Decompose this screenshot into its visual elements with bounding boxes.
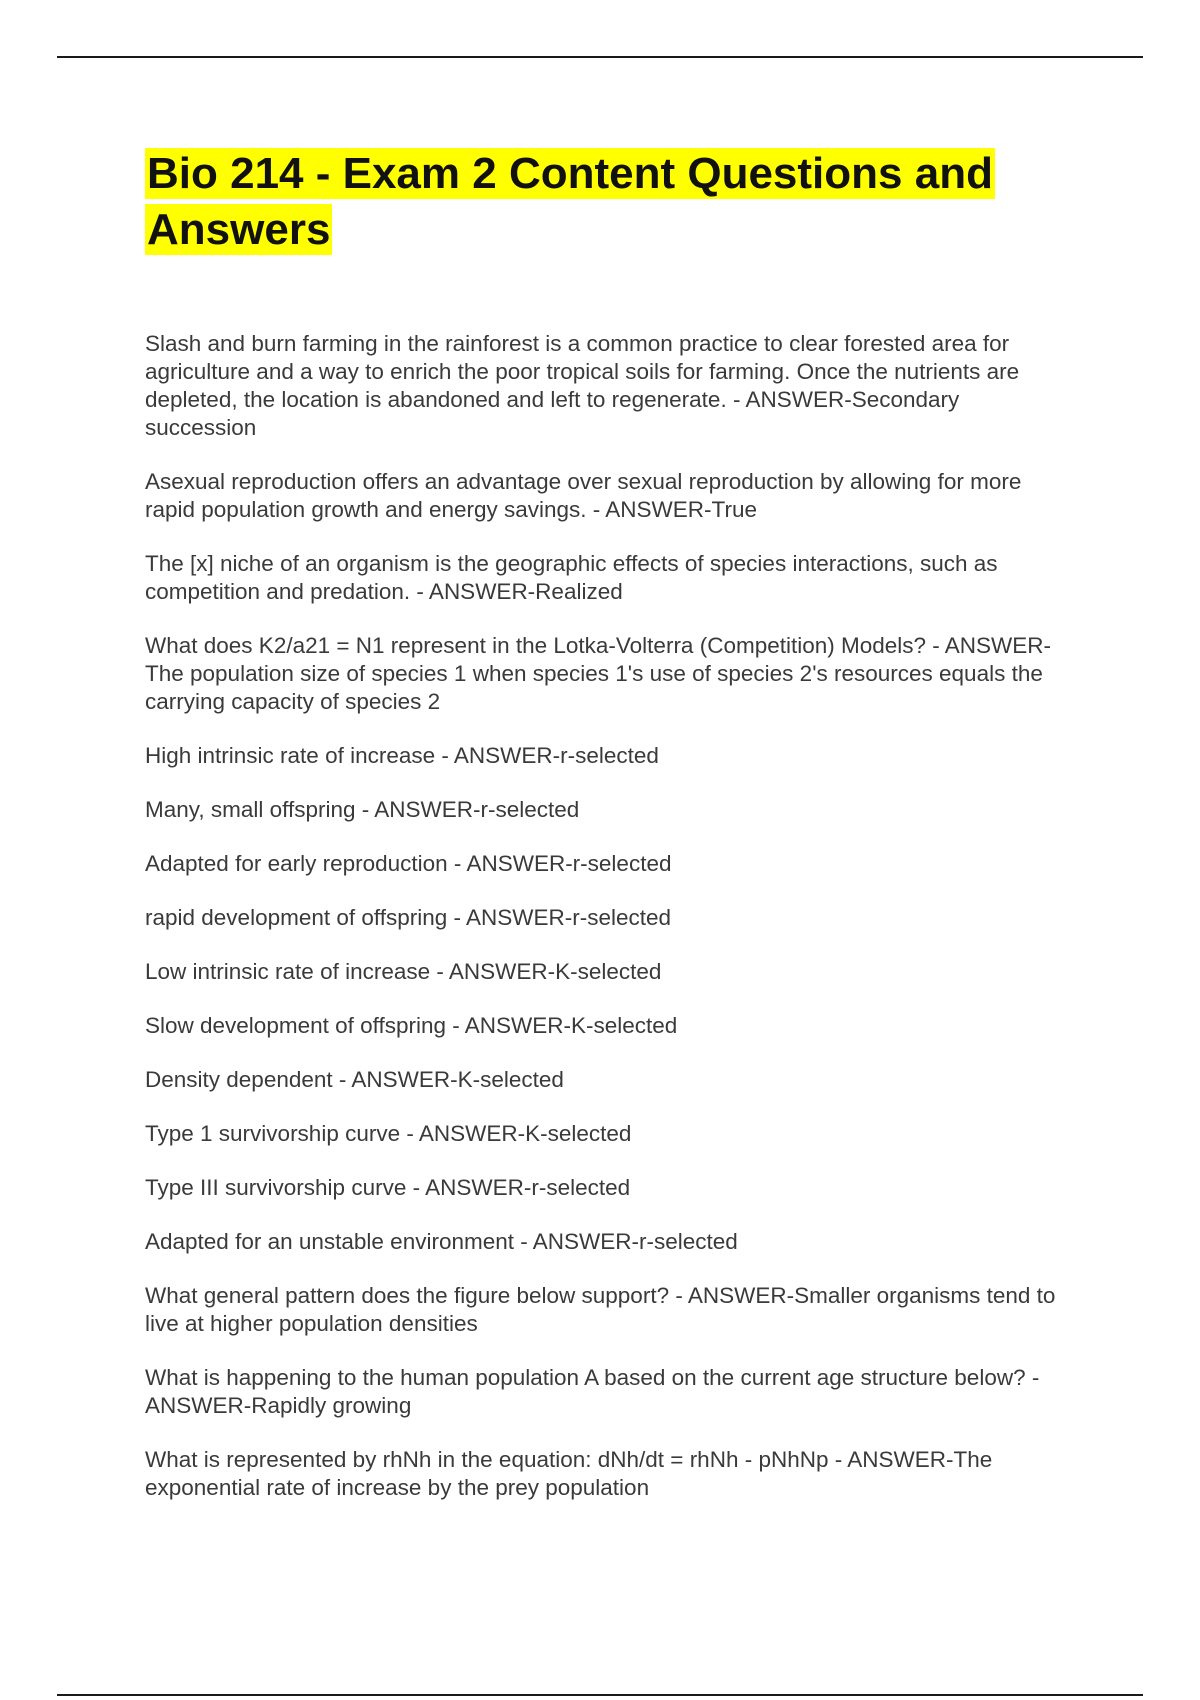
qa-item: Slow development of offspring - ANSWER-K-selected (145, 1013, 678, 1038)
qa-item: Many, small offspring - ANSWER-r-selected (145, 797, 580, 822)
qa-item: Asexual reproduction offers an advantage over sexual reproduction by allowing for more rapid population growth and energy savings. - ANSWER-True (145, 469, 1022, 522)
document-body (145, 146, 1065, 1528)
qa-item: What is happening to the human population A based on the current age structure below? - ANSWER-Rapidly growing (145, 1365, 1040, 1418)
page-title-text: Bio 214 - Exam 2 Content Questions and Answers (147, 149, 993, 254)
qa-item: Adapted for an unstable environment - ANSWER-r-selected (145, 1229, 738, 1254)
qa-item: What does K2/a21 = N1 represent in the Lotka-Volterra (Competition) Models? - ANSWER-The population size of species 1 when species 1's use of species 2's resources equals the carrying capacity of species 2 (145, 633, 1052, 714)
qa-item: rapid development of offspring - ANSWER-r-selected (145, 905, 672, 930)
qa-list (145, 330, 1065, 1502)
qa-item: Type III survivorship curve - ANSWER-r-selected (145, 1175, 631, 1200)
qa-item: The [x] niche of an organism is the geographic effects of species interactions, such as competition and predation. - ANSWER-Realized (145, 551, 998, 604)
qa-item: Density dependent - ANSWER-K-selected (145, 1067, 564, 1092)
top-rule (57, 56, 1143, 58)
qa-item: Low intrinsic rate of increase - ANSWER-K-selected (145, 959, 662, 984)
bottom-rule (57, 1694, 1143, 1696)
qa-item: High intrinsic rate of increase - ANSWER-r-selected (145, 743, 659, 768)
qa-item: Adapted for early reproduction - ANSWER-r-selected (145, 851, 672, 876)
page-title (145, 146, 1065, 258)
qa-item: What general pattern does the figure below support? - ANSWER-Smaller organisms tend to live at higher population densities (145, 1283, 1056, 1336)
qa-item: Type 1 survivorship curve - ANSWER-K-selected (145, 1121, 632, 1146)
qa-item: Slash and burn farming in the rainforest is a common practice to clear forested area for agriculture and a way to enrich the poor tropical soils for farming. Once the nutrients are depleted, the location is abandoned and left to regenerate. - ANSWER-Secondary succession (145, 331, 1020, 440)
qa-item: What is represented by rhNh in the equation: dNh/dt = rhNh - pNhNp - ANSWER-The exponential rate of increase by the prey population (145, 1447, 993, 1500)
